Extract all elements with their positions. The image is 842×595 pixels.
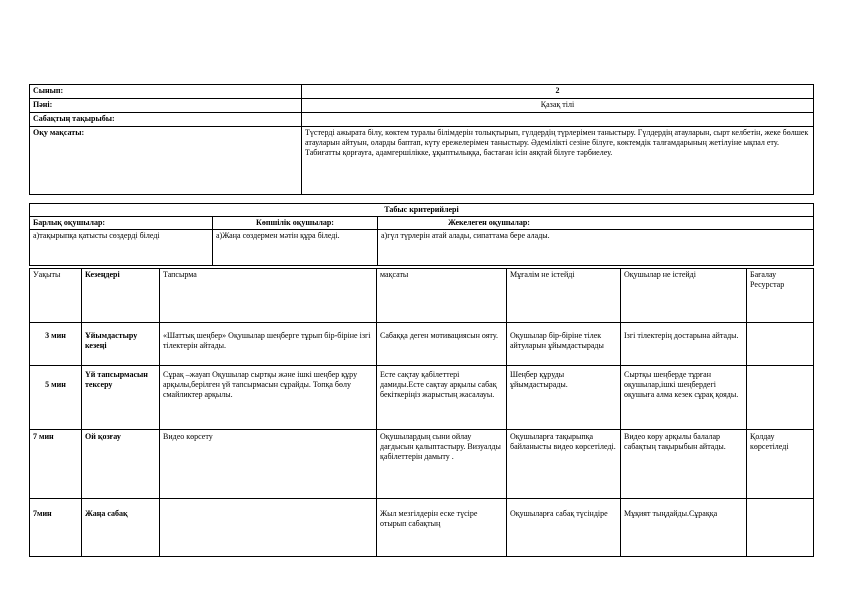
table-row: [30, 366, 814, 430]
row-teacher: Шеңбер құруды ұйымдастырады.: [507, 366, 621, 430]
row-stage: Жаңа сабақ: [82, 499, 160, 557]
row-students: Видео көру арқылы балалар сабақтың тақырыбын айтады.: [621, 430, 747, 499]
goals-text: Түстерді ажырата білу, көктем туралы білімдерін толықтырып, гүлдердің түрлерімен таныстыру. Гүлдердің атауларын, сырт келбетін, жеке бөлшек атауларын айтуын, оларды баптап, күту ережелерімен таныстыру. Әдемілікті сезіне білуге, көктемдік талғамдарының жетілуіне ықпал ету. Табиғатты қорғауға, адамгершілікке, ұқыптылыққа, бастаған ісін аяқтай білуге тәрбиелеу.: [302, 127, 814, 195]
row-task: «Шаттық шеңбер» Оқушылар шеңберге тұрып бір-біріне ізгі тілектерін айтады.: [160, 323, 377, 366]
row-task: [160, 499, 377, 557]
row-task: Сұрақ –жауап Оқушылар сыртқы және ішкі шеңбер құру арқылы,берілген үй тапсырмасын сұрайды. Топқа бөлу смайликтер арқылы.: [160, 366, 377, 430]
col-students: Оқушылар не істейді: [621, 269, 747, 323]
table-row: [30, 430, 814, 499]
lesson-table: [29, 268, 814, 557]
row-time: 3 мин: [30, 323, 82, 366]
row-stage: Ой қозғау: [82, 430, 160, 499]
some-students-label: Жекелеген оқушылар:: [378, 217, 814, 230]
subject-label: Пәні:: [30, 99, 302, 113]
row-assessment: Қолдау көрсетіледі: [747, 430, 814, 499]
row-task: Видео көрсету: [160, 430, 377, 499]
criteria-table: [29, 203, 814, 266]
topic-value: [302, 113, 814, 127]
col-teacher: Мұғалім не істейді: [507, 269, 621, 323]
row-goal: Есте сақтау қабілеттері дамиды.Есте сақтау арқылы сабақ бекіткеріңіз жарыстың жасалауы.: [377, 366, 507, 430]
criteria-title: Табыс критерийлері: [30, 204, 814, 217]
all-students-label: Барлық оқушылар:: [30, 217, 213, 230]
col-task: Тапсырма: [160, 269, 377, 323]
column-header-row: [30, 269, 814, 323]
table-row: [30, 323, 814, 366]
row-goal: Сабаққа деген мотивациясын ояту.: [377, 323, 507, 366]
row-time: 7 мин: [30, 430, 82, 499]
class-label: Сынып:: [30, 85, 302, 99]
table-row: [30, 499, 814, 557]
row-stage: Ұйымдастыру кезеңі: [82, 323, 160, 366]
row-assessment: [747, 499, 814, 557]
goals-label: Оқу мақсаты:: [30, 127, 302, 195]
col-time: Уақыты: [30, 269, 82, 323]
col-assessment: Бағалау Ресурстар: [747, 269, 814, 323]
row-assessment: [747, 323, 814, 366]
subject-value: Қазақ тілі: [302, 99, 814, 113]
row-assessment: [747, 366, 814, 430]
most-students-text: а)Жаңа сөздермен мәтін құра біледі.: [213, 230, 378, 266]
topic-label: Сабақтың тақырыбы:: [30, 113, 302, 127]
row-stage: Үй тапсырмасын тексеру: [82, 366, 160, 430]
row-time: 5 мин: [30, 366, 82, 430]
row-teacher: Оқушылар бір-біріне тілек айтуларын ұйымдастырады: [507, 323, 621, 366]
row-students: Сыртқы шеңберде тұрған оқушылар,ішкі шеңбердегі оқушыға алма кезек сұрақ қояды.: [621, 366, 747, 430]
header-table: [29, 84, 814, 195]
all-students-text: а)тақырыпқа қатысты сөздерді біледі: [30, 230, 213, 266]
row-goal: Оқушылардың сыни ойлау дағдысын қалыптастыру. Визуалды қабілеттерін дамыту .: [377, 430, 507, 499]
col-goal: мақсаты: [377, 269, 507, 323]
most-students-label: Көпшілік оқушылар:: [213, 217, 378, 230]
row-teacher: Оқушыларға тақырыпқа байланысты видео көрсетіледі.: [507, 430, 621, 499]
row-teacher: Оқушыларға сабақ түсіндіре: [507, 499, 621, 557]
row-time: 7мин: [30, 499, 82, 557]
col-stages: Кезеңдері: [82, 269, 160, 323]
row-students: Ізгі тілектерің достарына айтады.: [621, 323, 747, 366]
row-students: Мұқият тыңдайды.Сұраққа: [621, 499, 747, 557]
some-students-text: а)гүл түрлерін атай алады, сипаттама бере алады.: [378, 230, 814, 266]
class-value: 2: [302, 85, 814, 99]
row-goal: Жыл мезгілдерін еске түсіре отырып сабақтың: [377, 499, 507, 557]
